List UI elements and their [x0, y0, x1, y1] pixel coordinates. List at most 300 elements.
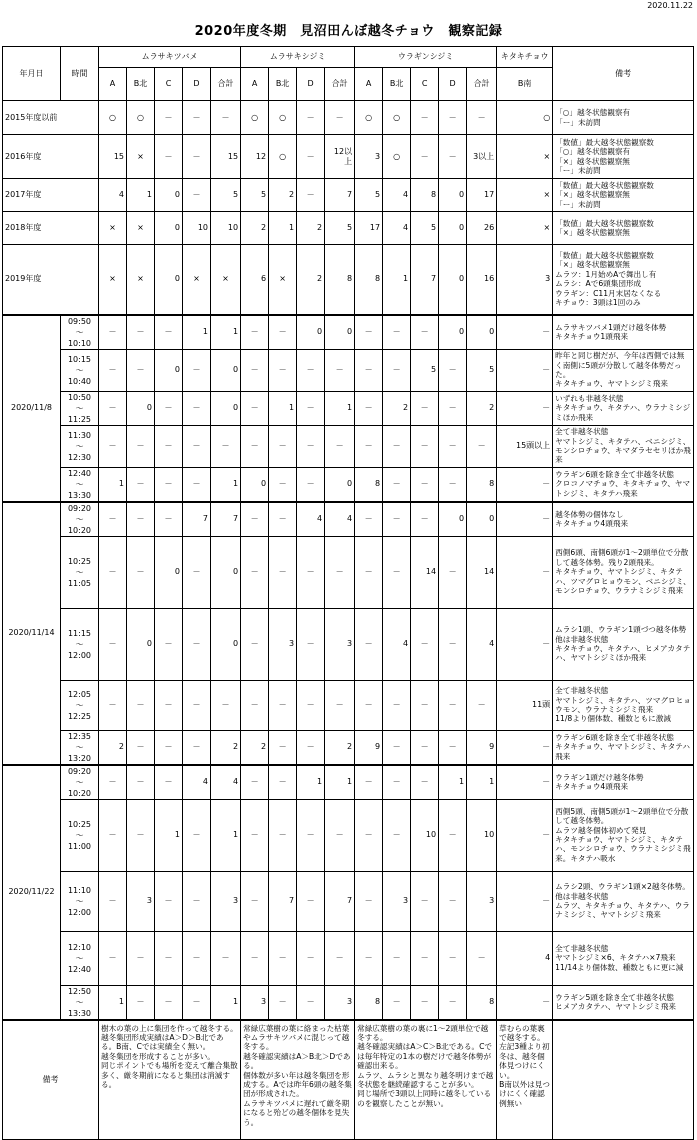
- value-cell: ×: [127, 245, 155, 315]
- session-row: [3, 680, 694, 730]
- value-cell: －: [297, 985, 325, 1020]
- value-cell: －: [183, 985, 211, 1020]
- value-cell: －: [127, 985, 155, 1020]
- value-cell: －: [297, 101, 325, 135]
- value-cell: －: [355, 391, 383, 425]
- subheader-cell: B北: [269, 68, 297, 101]
- value-cell: －: [269, 315, 297, 350]
- value-cell: 1: [325, 391, 355, 425]
- value-cell: －: [155, 985, 183, 1020]
- value-cell: 0: [241, 467, 269, 502]
- value-cell: 5: [411, 212, 439, 245]
- value-cell: －: [211, 425, 241, 467]
- value-cell: －: [411, 101, 439, 135]
- value-cell: －: [383, 765, 411, 800]
- value-cell: 0: [211, 391, 241, 425]
- value-cell: －: [155, 135, 183, 179]
- value-cell: －: [155, 931, 183, 985]
- footer-empty: [553, 1020, 694, 1140]
- yearly-row: [3, 212, 694, 245]
- value-cell: －: [497, 799, 553, 871]
- value-cell: －: [155, 101, 183, 135]
- value-cell: 8: [355, 985, 383, 1020]
- value-cell: －: [127, 315, 155, 350]
- value-cell: 0: [127, 391, 155, 425]
- subheader-cell: 合計: [325, 68, 355, 101]
- value-cell: ×: [127, 135, 155, 179]
- value-cell: －: [241, 608, 269, 680]
- value-cell: －: [467, 101, 497, 135]
- value-cell: －: [269, 502, 297, 537]
- subheader-cell: A: [355, 68, 383, 101]
- value-cell: －: [99, 425, 127, 467]
- value-cell: －: [241, 425, 269, 467]
- value-cell: －: [99, 536, 127, 608]
- value-cell: －: [269, 799, 297, 871]
- value-cell: －: [325, 799, 355, 871]
- value-cell: －: [383, 730, 411, 765]
- value-cell: 1: [99, 467, 127, 502]
- value-cell: 8: [355, 467, 383, 502]
- value-cell: －: [497, 315, 553, 350]
- session-row: [3, 799, 694, 871]
- subheader-cell: D: [297, 68, 325, 101]
- value-cell: －: [99, 799, 127, 871]
- footer-kitaki: 草むらの葉裏で越冬する。 左記3種より初冬は、越冬個体見つけにくい。 B南以外は見つけにくく確認例無い: [497, 1020, 553, 1140]
- value-cell: －: [183, 349, 211, 391]
- value-cell: －: [297, 135, 325, 179]
- value-cell: －: [155, 871, 183, 931]
- value-cell: －: [127, 502, 155, 537]
- value-cell: －: [411, 871, 439, 931]
- subheader-cell: C: [155, 68, 183, 101]
- value-cell: 10: [467, 799, 497, 871]
- value-cell: －: [183, 536, 211, 608]
- value-cell: ×: [497, 135, 553, 179]
- session-row: [3, 425, 694, 467]
- value-cell: －: [127, 349, 155, 391]
- value-cell: 12以上: [325, 135, 355, 179]
- row-note: 「数値」最大越冬状態観察数 「×」越冬状態観察無: [553, 212, 694, 245]
- session-time: 10:25 ～ 11:00: [61, 799, 99, 871]
- value-cell: 11頭: [497, 680, 553, 730]
- value-cell: －: [497, 765, 553, 800]
- value-cell: －: [497, 985, 553, 1020]
- value-cell: －: [211, 931, 241, 985]
- value-cell: 14: [411, 536, 439, 608]
- value-cell: －: [297, 931, 325, 985]
- value-cell: 4: [325, 502, 355, 537]
- value-cell: －: [439, 425, 467, 467]
- value-cell: 7: [211, 502, 241, 537]
- value-cell: ×: [211, 245, 241, 315]
- value-cell: －: [183, 467, 211, 502]
- year-label: 2019年度: [3, 245, 99, 315]
- value-cell: －: [241, 536, 269, 608]
- value-cell: －: [183, 931, 211, 985]
- session-row: [3, 765, 694, 800]
- value-cell: －: [127, 680, 155, 730]
- value-cell: －: [297, 349, 325, 391]
- value-cell: 2: [297, 212, 325, 245]
- session-row: [3, 985, 694, 1020]
- footer-label: 備考: [3, 1020, 99, 1140]
- value-cell: －: [269, 931, 297, 985]
- session-time: 11:10 ～ 12:00: [61, 871, 99, 931]
- value-cell: 17: [467, 179, 497, 212]
- session-row: [3, 536, 694, 608]
- value-cell: ○: [127, 101, 155, 135]
- header-murashi: ムラサキシジミ: [241, 47, 355, 68]
- subheader-cell: 合計: [467, 68, 497, 101]
- value-cell: 4: [497, 931, 553, 985]
- row-note: 越冬体勢の個体なし キタキチョウ4頭飛来: [553, 502, 694, 537]
- subheader-cell: A: [99, 68, 127, 101]
- value-cell: 10: [183, 212, 211, 245]
- year-label: 2016年度: [3, 135, 99, 179]
- value-cell: ×: [497, 179, 553, 212]
- value-cell: －: [127, 799, 155, 871]
- session-row: [3, 871, 694, 931]
- session-time: 09:20 ～ 10:20: [61, 765, 99, 800]
- session-time: 12:50 ～ 13:30: [61, 985, 99, 1020]
- value-cell: 0: [211, 608, 241, 680]
- value-cell: 2: [269, 179, 297, 212]
- value-cell: 0: [155, 536, 183, 608]
- value-cell: 0: [439, 212, 467, 245]
- value-cell: 16: [467, 245, 497, 315]
- value-cell: －: [127, 536, 155, 608]
- value-cell: －: [297, 391, 325, 425]
- print-date: 2020.11.22: [647, 1, 693, 10]
- value-cell: －: [383, 315, 411, 350]
- header-date: 年月日: [3, 47, 61, 101]
- value-cell: ×: [183, 245, 211, 315]
- value-cell: －: [439, 985, 467, 1020]
- session-time: 12:10 ～ 12:40: [61, 931, 99, 985]
- value-cell: －: [241, 931, 269, 985]
- value-cell: 1: [99, 985, 127, 1020]
- value-cell: －: [383, 931, 411, 985]
- value-cell: 8: [467, 467, 497, 502]
- value-cell: －: [439, 931, 467, 985]
- value-cell: 0: [211, 349, 241, 391]
- value-cell: －: [355, 349, 383, 391]
- value-cell: ○: [355, 101, 383, 135]
- value-cell: 1: [211, 985, 241, 1020]
- value-cell: －: [355, 871, 383, 931]
- value-cell: －: [411, 315, 439, 350]
- value-cell: －: [411, 502, 439, 537]
- value-cell: 2: [241, 730, 269, 765]
- value-cell: 1: [297, 765, 325, 800]
- value-cell: －: [269, 536, 297, 608]
- value-cell: 10: [211, 212, 241, 245]
- value-cell: 7: [325, 871, 355, 931]
- value-cell: ○: [99, 101, 127, 135]
- session-row: [3, 467, 694, 502]
- year-label: 2017年度: [3, 179, 99, 212]
- value-cell: 15頭以上: [497, 425, 553, 467]
- value-cell: 0: [297, 315, 325, 350]
- value-cell: 9: [355, 730, 383, 765]
- value-cell: －: [155, 425, 183, 467]
- session-row: [3, 730, 694, 765]
- value-cell: －: [127, 730, 155, 765]
- value-cell: 15: [99, 135, 127, 179]
- value-cell: 4: [467, 608, 497, 680]
- value-cell: 5: [411, 349, 439, 391]
- value-cell: －: [411, 135, 439, 179]
- value-cell: －: [183, 391, 211, 425]
- value-cell: ○: [269, 101, 297, 135]
- value-cell: 1: [211, 315, 241, 350]
- value-cell: －: [183, 101, 211, 135]
- value-cell: －: [383, 502, 411, 537]
- value-cell: 4: [383, 212, 411, 245]
- value-cell: －: [183, 179, 211, 212]
- value-cell: －: [155, 391, 183, 425]
- value-cell: 0: [467, 315, 497, 350]
- value-cell: 0: [439, 502, 467, 537]
- value-cell: －: [439, 391, 467, 425]
- subheader-cell: D: [439, 68, 467, 101]
- value-cell: 5: [355, 179, 383, 212]
- value-cell: －: [355, 502, 383, 537]
- value-cell: 0: [467, 502, 497, 537]
- value-cell: 0: [211, 536, 241, 608]
- value-cell: 0: [439, 179, 467, 212]
- value-cell: －: [297, 730, 325, 765]
- value-cell: 0: [155, 212, 183, 245]
- value-cell: －: [297, 467, 325, 502]
- value-cell: －: [99, 349, 127, 391]
- value-cell: －: [99, 765, 127, 800]
- value-cell: 6: [241, 245, 269, 315]
- value-cell: 3: [497, 245, 553, 315]
- value-cell: －: [269, 765, 297, 800]
- value-cell: －: [155, 765, 183, 800]
- value-cell: ○: [241, 101, 269, 135]
- value-cell: 7: [183, 502, 211, 537]
- value-cell: ×: [497, 212, 553, 245]
- value-cell: －: [297, 425, 325, 467]
- value-cell: 0: [155, 245, 183, 315]
- row-note: 「○」越冬状態観察有 「ー」未訪問: [553, 101, 694, 135]
- value-cell: －: [297, 536, 325, 608]
- value-cell: －: [439, 871, 467, 931]
- value-cell: 4: [211, 765, 241, 800]
- value-cell: －: [411, 608, 439, 680]
- row-note: 「数値」最大越冬状態観察数 「×」越冬状態観察無 「ー」未訪問: [553, 179, 694, 212]
- value-cell: －: [99, 871, 127, 931]
- session-time: 12:40 ～ 13:30: [61, 467, 99, 502]
- value-cell: ○: [383, 135, 411, 179]
- value-cell: －: [269, 985, 297, 1020]
- value-cell: 0: [127, 608, 155, 680]
- row-note: ウラギン1頭だけ越冬体勢 キタキチョウ4頭飛来: [553, 765, 694, 800]
- row-note: 「数値」最大越冬状態観察数 「○」越冬状態観察有 「×」越冬状態観察無 「ー」未訪問: [553, 135, 694, 179]
- page-title: 2020年度冬期 見沼田んぼ越冬チョウ 観察記録: [194, 24, 503, 39]
- value-cell: －: [439, 467, 467, 502]
- value-cell: 5: [211, 179, 241, 212]
- subheader-cell: C: [411, 68, 439, 101]
- value-cell: 0: [325, 315, 355, 350]
- value-cell: －: [411, 467, 439, 502]
- value-cell: －: [355, 799, 383, 871]
- value-cell: －: [211, 680, 241, 730]
- session-time: 12:35 ～ 13:20: [61, 730, 99, 765]
- subheader-cell: B北: [383, 68, 411, 101]
- value-cell: －: [269, 425, 297, 467]
- value-cell: －: [155, 315, 183, 350]
- year-label: 2015年度以前: [3, 101, 99, 135]
- value-cell: 2: [241, 212, 269, 245]
- value-cell: －: [155, 608, 183, 680]
- value-cell: －: [99, 315, 127, 350]
- value-cell: －: [497, 467, 553, 502]
- header-time: 時間: [61, 47, 99, 101]
- value-cell: 3: [325, 985, 355, 1020]
- session-time: 10:50 ～ 11:25: [61, 391, 99, 425]
- value-cell: 8: [325, 245, 355, 315]
- value-cell: －: [439, 349, 467, 391]
- value-cell: －: [411, 985, 439, 1020]
- value-cell: 2: [99, 730, 127, 765]
- session-time: 11:15 ～ 12:00: [61, 608, 99, 680]
- value-cell: －: [497, 536, 553, 608]
- value-cell: －: [127, 425, 155, 467]
- session-row: [3, 502, 694, 537]
- value-cell: －: [183, 871, 211, 931]
- value-cell: －: [497, 871, 553, 931]
- value-cell: 8: [411, 179, 439, 212]
- value-cell: －: [325, 425, 355, 467]
- value-cell: 0: [439, 245, 467, 315]
- value-cell: －: [183, 680, 211, 730]
- session-row: [3, 315, 694, 350]
- row-note: 全て非越冬状態 ヤマトシジミ×6、キタテハ×7飛来 11/14より個体数、種数ともに更に減: [553, 931, 694, 985]
- value-cell: －: [297, 871, 325, 931]
- value-cell: 0: [155, 179, 183, 212]
- value-cell: 3: [241, 985, 269, 1020]
- value-cell: －: [241, 680, 269, 730]
- value-cell: 14: [467, 536, 497, 608]
- value-cell: 8: [467, 985, 497, 1020]
- value-cell: 5: [467, 349, 497, 391]
- value-cell: －: [241, 799, 269, 871]
- footer-murashi: 常緑広葉樹の葉に絡まった枯葉やムラサキツバメに混じって越冬する。 越冬確認実績はA＞B北＞Dである。 個体数が多い年は越冬集団を形成する。Aでは昨年6頭の越冬集団が形成された。 ムラサキツバメに遅れて厳冬期になると殆どの越冬個体を見失う。: [241, 1020, 355, 1140]
- value-cell: －: [297, 680, 325, 730]
- value-cell: －: [355, 680, 383, 730]
- value-cell: 15: [211, 135, 241, 179]
- value-cell: 7: [269, 871, 297, 931]
- value-cell: ○: [497, 101, 553, 135]
- value-cell: －: [411, 391, 439, 425]
- value-cell: 2: [467, 391, 497, 425]
- row-note: ムラシ1頭、ウラギン1頭づつ越冬体勢 他は非越冬状態 キタキチョウ、キタテハ、ヒメアカタテハ、ヤマトシジミほか飛来: [553, 608, 694, 680]
- value-cell: ○: [269, 135, 297, 179]
- value-cell: 9: [467, 730, 497, 765]
- value-cell: －: [355, 608, 383, 680]
- value-cell: －: [241, 502, 269, 537]
- value-cell: －: [183, 425, 211, 467]
- yearly-row: [3, 245, 694, 315]
- subheader-cell: D: [183, 68, 211, 101]
- value-cell: 3: [127, 871, 155, 931]
- subheader-cell: B北: [127, 68, 155, 101]
- subheader-cell: A: [241, 68, 269, 101]
- session-time: 10:15 ～ 10:40: [61, 349, 99, 391]
- value-cell: 1: [467, 765, 497, 800]
- value-cell: －: [497, 391, 553, 425]
- value-cell: －: [383, 467, 411, 502]
- value-cell: 1: [269, 391, 297, 425]
- value-cell: －: [127, 467, 155, 502]
- value-cell: －: [411, 765, 439, 800]
- value-cell: －: [467, 931, 497, 985]
- value-cell: 3: [355, 135, 383, 179]
- session-time: 12:05 ～ 12:25: [61, 680, 99, 730]
- value-cell: 3: [383, 871, 411, 931]
- row-note: 全て非越冬状態 ヤマトシジミ、キタテハ、ツマグロヒョウモン、ウラナミシジミ飛来 11/8より個体数、種数ともに激減: [553, 680, 694, 730]
- row-note: ウラギン6頭を除き全て非越冬状態 クロコノマチョウ、キタキチョウ、ヤマトシジミ、キタテハ飛来: [553, 467, 694, 502]
- value-cell: ○: [383, 101, 411, 135]
- value-cell: －: [269, 680, 297, 730]
- value-cell: －: [325, 349, 355, 391]
- value-cell: －: [355, 425, 383, 467]
- value-cell: －: [439, 730, 467, 765]
- value-cell: －: [241, 349, 269, 391]
- value-cell: －: [383, 349, 411, 391]
- value-cell: 0: [325, 467, 355, 502]
- value-cell: 2: [325, 730, 355, 765]
- value-cell: －: [155, 467, 183, 502]
- value-cell: －: [211, 101, 241, 135]
- row-note: 西側6頭、南側6頭が1～2頭単位で分散して越冬体勢。残り2頭飛来。 キタキチョウ、ヤマトシジミ、キタテハ、ツマグロヒョウモン、ベニシジミ、モンシロチョウ、ウラナミシジミ飛来: [553, 536, 694, 608]
- value-cell: －: [467, 680, 497, 730]
- value-cell: 3: [211, 871, 241, 931]
- value-cell: 3以上: [467, 135, 497, 179]
- day-date: 2020/11/8: [3, 315, 61, 502]
- session-row: [3, 391, 694, 425]
- value-cell: 26: [467, 212, 497, 245]
- value-cell: －: [497, 608, 553, 680]
- value-cell: －: [269, 730, 297, 765]
- value-cell: －: [241, 765, 269, 800]
- value-cell: －: [155, 730, 183, 765]
- session-time: 09:20 ～ 10:20: [61, 502, 99, 537]
- value-cell: 7: [411, 245, 439, 315]
- value-cell: －: [241, 315, 269, 350]
- row-note: 「数値」最大越冬状態観察数 「×」越冬状態観察無 ムラツ：1月始めAで舞出し有 ムラシ：Aで6頭集団形成 ウラギン：C11月末居なくなる キチョウ：3頭は1回のみ: [553, 245, 694, 315]
- value-cell: －: [439, 608, 467, 680]
- session-row: [3, 931, 694, 985]
- session-time: 09:50 ～ 10:10: [61, 315, 99, 350]
- row-note: ウラギン5頭を除き全て非越冬状態 ヒメアカタテハ、ヤマトシジミ飛来: [553, 985, 694, 1020]
- value-cell: 1: [269, 212, 297, 245]
- value-cell: －: [241, 871, 269, 931]
- subheader-cell: 合計: [211, 68, 241, 101]
- row-note: ムラシ2頭、ウラギン1頭×2越冬体勢。他は非越冬状態 ムラツ、キタキチョウ、キタテハ、ウラナミシジミ、ヤマトシジミ飛来: [553, 871, 694, 931]
- value-cell: －: [439, 101, 467, 135]
- value-cell: 2: [297, 245, 325, 315]
- value-cell: 2: [211, 730, 241, 765]
- value-cell: －: [297, 799, 325, 871]
- value-cell: －: [127, 765, 155, 800]
- value-cell: ×: [99, 245, 127, 315]
- header-uragin: ウラギンシジミ: [355, 47, 497, 68]
